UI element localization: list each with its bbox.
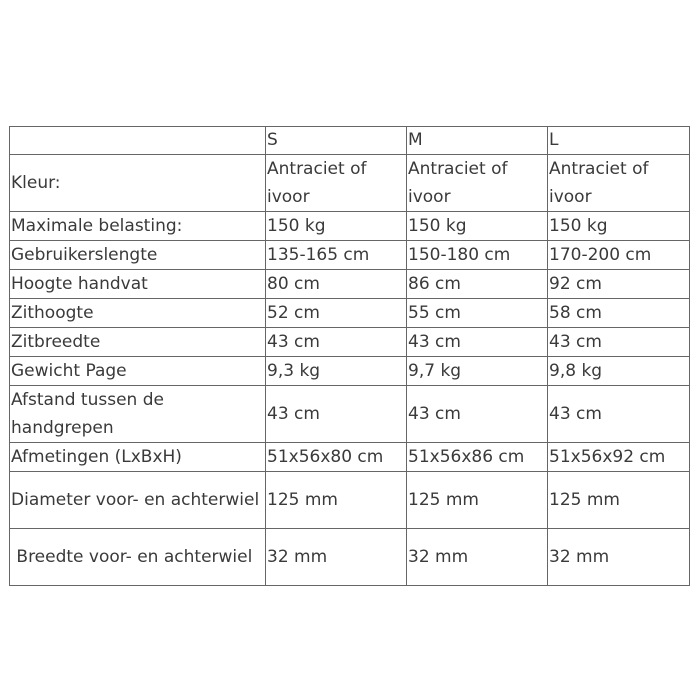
cell-value-s: 80 cm: [266, 270, 407, 299]
cell-value-m: Antraciet of ivoor: [407, 155, 548, 212]
cell-value-l: 150 kg: [548, 212, 690, 241]
cell-value-l: 170-200 cm: [548, 241, 690, 270]
table-row-breedte-wiel: [10, 529, 690, 586]
cell-value-m: 43 cm: [407, 328, 548, 357]
table-row-zithoogte: [10, 299, 690, 328]
row-label: Diameter voor- en achterwiel: [10, 472, 266, 529]
cell-value-l: 92 cm: [548, 270, 690, 299]
table-header-row: [10, 127, 690, 155]
cell-value-l: 43 cm: [548, 386, 690, 443]
table-row-hoogte-handvat: [10, 270, 690, 299]
row-label: Zitbreedte: [10, 328, 266, 357]
table-row-zitbreedte: [10, 328, 690, 357]
cell-value-s: 150 kg: [266, 212, 407, 241]
header-cell-size-m: M: [407, 127, 548, 155]
table-row-afstand-handgrepen: [10, 386, 690, 443]
cell-value-s: 52 cm: [266, 299, 407, 328]
cell-value-m: 150 kg: [407, 212, 548, 241]
table-row-gewicht-page: [10, 357, 690, 386]
cell-value-m: 86 cm: [407, 270, 548, 299]
table-row-afmetingen: [10, 443, 690, 472]
cell-value-s: 125 mm: [266, 472, 407, 529]
row-label: Maximale belasting:: [10, 212, 266, 241]
cell-value-m: 55 cm: [407, 299, 548, 328]
row-label: Afstand tussen de handgrepen: [10, 386, 266, 443]
cell-value-s: 43 cm: [266, 328, 407, 357]
specification-table: [9, 126, 690, 586]
cell-value-m: 150-180 cm: [407, 241, 548, 270]
cell-value-s: 135-165 cm: [266, 241, 407, 270]
header-cell-empty: [10, 127, 266, 155]
row-label: Kleur:: [10, 155, 266, 212]
table-row-diameter-wiel: [10, 472, 690, 529]
table-row-maximale-belasting: [10, 212, 690, 241]
table-row-gebruikerslengte: [10, 241, 690, 270]
cell-value-m: 125 mm: [407, 472, 548, 529]
row-label: Breedte voor- en achterwiel: [10, 529, 266, 586]
table-row-kleur: [10, 155, 690, 212]
cell-value-m: 51x56x86 cm: [407, 443, 548, 472]
cell-value-l: 9,8 kg: [548, 357, 690, 386]
header-cell-size-s: S: [266, 127, 407, 155]
cell-value-l: 125 mm: [548, 472, 690, 529]
cell-value-m: 9,7 kg: [407, 357, 548, 386]
row-label: Gebruikerslengte: [10, 241, 266, 270]
cell-value-s: 32 mm: [266, 529, 407, 586]
cell-value-l: 32 mm: [548, 529, 690, 586]
row-label: Hoogte handvat: [10, 270, 266, 299]
row-label: Afmetingen (LxBxH): [10, 443, 266, 472]
cell-value-s: 43 cm: [266, 386, 407, 443]
row-label: Zithoogte: [10, 299, 266, 328]
header-cell-size-l: L: [548, 127, 690, 155]
cell-value-s: Antraciet of ivoor: [266, 155, 407, 212]
cell-value-l: 58 cm: [548, 299, 690, 328]
cell-value-s: 9,3 kg: [266, 357, 407, 386]
cell-value-l: 51x56x92 cm: [548, 443, 690, 472]
cell-value-l: 43 cm: [548, 328, 690, 357]
cell-value-m: 43 cm: [407, 386, 548, 443]
row-label: Gewicht Page: [10, 357, 266, 386]
cell-value-l: Antraciet of ivoor: [548, 155, 690, 212]
cell-value-s: 51x56x80 cm: [266, 443, 407, 472]
cell-value-m: 32 mm: [407, 529, 548, 586]
